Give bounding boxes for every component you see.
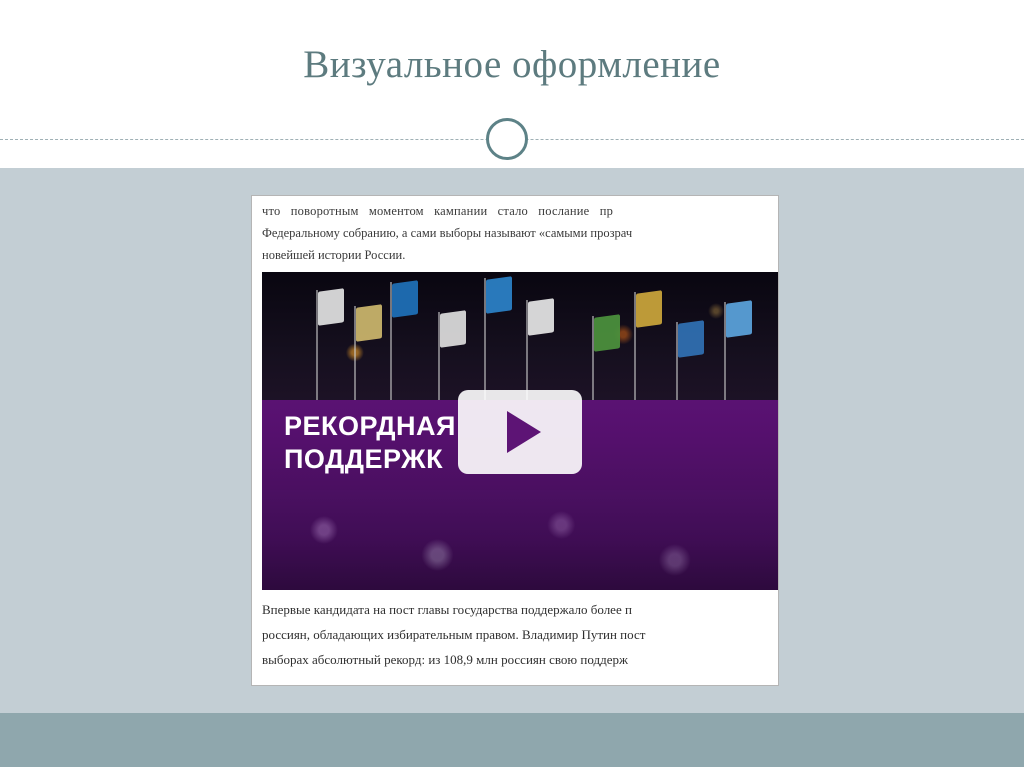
article-text-top <box>252 196 778 268</box>
play-icon <box>507 411 541 453</box>
play-button[interactable] <box>458 390 582 474</box>
flag-icon <box>318 288 344 326</box>
flag-icon <box>392 280 418 318</box>
flag-icon <box>636 290 662 328</box>
flag-icon <box>528 298 554 336</box>
flag-icon <box>726 300 752 338</box>
slide-header <box>0 0 1024 168</box>
article-line: выборах абсолютный рекорд: из 108,9 млн россиян свою поддерж <box>262 652 628 667</box>
article-line: Впервые кандидата на пост главы государства поддержало более п <box>262 602 632 617</box>
article-line: новейшей истории России. <box>262 248 406 262</box>
article-text-bottom <box>252 594 778 685</box>
video-crowd-background <box>262 490 778 590</box>
flag-icon <box>594 314 620 352</box>
video-sky-background <box>262 272 778 402</box>
flag-icon <box>440 310 466 348</box>
video-caption-line: РЕКОРДНАЯ <box>284 411 456 441</box>
page-title: Визуальное оформление <box>303 43 721 86</box>
article-line: Федеральному собранию, а сами выборы называют «самыми прозрач <box>262 226 633 240</box>
flag-icon <box>678 320 704 358</box>
flag-icon <box>486 276 512 314</box>
video-caption <box>284 410 456 476</box>
flag-icon <box>356 304 382 342</box>
slide-footer-band <box>0 713 1024 767</box>
embedded-video-player[interactable] <box>262 272 778 590</box>
embedded-screenshot-image <box>252 196 778 685</box>
decorative-circle-icon <box>486 118 528 160</box>
article-line: россиян, обладающих избирательным правом. Владимир Путин пост <box>262 627 646 642</box>
article-line: что поворотным моментом кампании стало послание пр <box>262 204 614 218</box>
video-caption-line: ПОДДЕРЖК <box>284 444 444 474</box>
